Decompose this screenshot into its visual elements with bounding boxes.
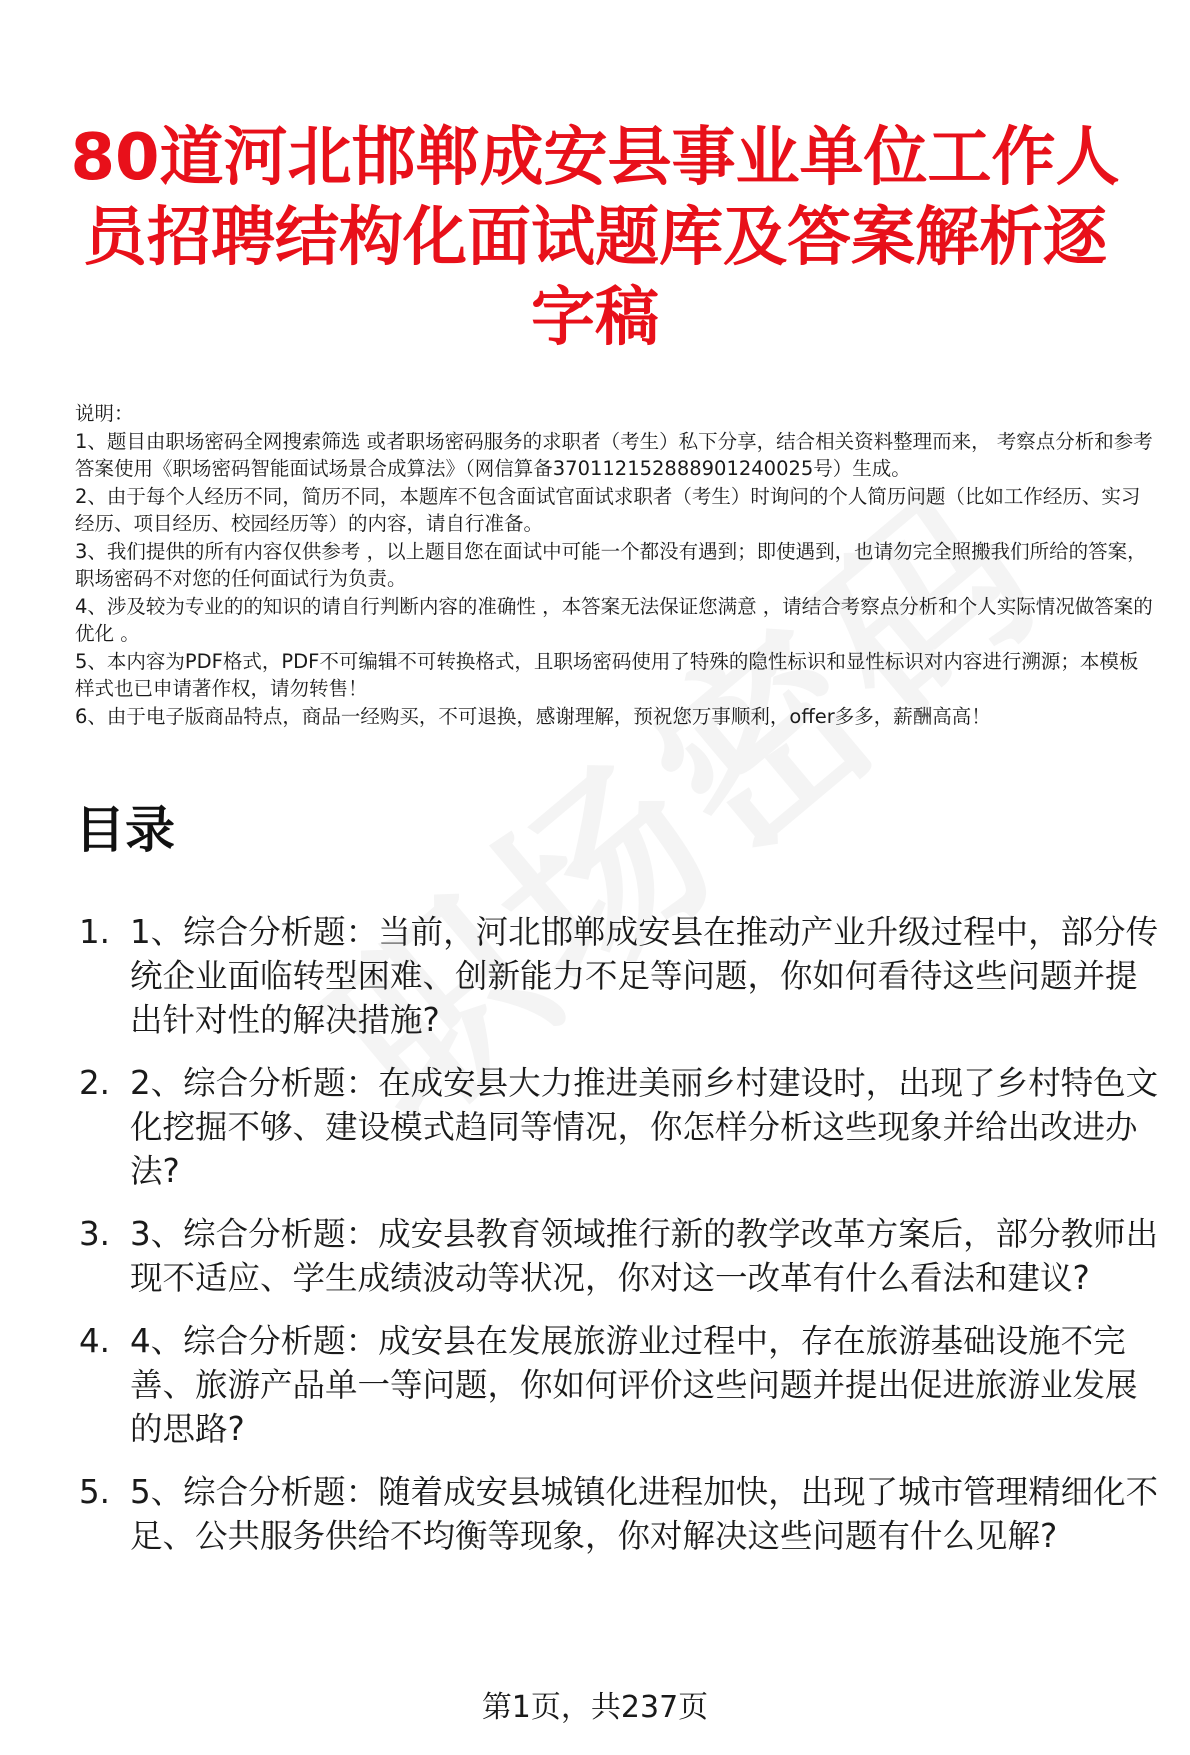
notes-item: 4、涉及较为专业的的知识的请自行判断内容的准确性 ，本答案无法保证您满意 ，请结合考察点分析和个人实际情况做答案的优化 。 [75, 594, 1153, 645]
toc-item[interactable] [75, 910, 1165, 1042]
notes-item: 1、题目由职场密码全网搜索筛选 或者职场密码服务的求职者（考生）私下分享，结合相关资料整理而来， 考察点分析和参考答案使用《职场密码智能面试场景合成算法》（网信算备370112152888901240025号）生成。 [75, 429, 1153, 480]
toc-item[interactable] [75, 1061, 1165, 1193]
notes-item: 2、由于每个人经历不同，简历不同，本题库不包含面试官面试求职者（考生）时询问的个人简历问题（比如工作经历、实习经历、项目经历、校园经历等）的内容，请自行准备。 [75, 484, 1141, 535]
toc-item-number: 1. [79, 913, 111, 951]
page-footer: 第1页，共237页 [481, 1690, 709, 1725]
toc-item-number: 5. [79, 1473, 111, 1511]
notes-section [75, 400, 1155, 730]
document-title: 80道河北邯郸成安县事业单位工作人员招聘结构化面试题库及答案解析逐字稿 [70, 121, 1120, 355]
toc-item[interactable] [75, 1212, 1165, 1300]
toc-item-number: 2. [79, 1064, 111, 1102]
toc-item-text[interactable]: 3、综合分析题：成安县教育领域推行新的教学改革方案后，部分教师出现不适应、学生成绩波动等状况，你对这一改革有什么看法和建议? [130, 1215, 1159, 1297]
notes-heading: 说明： [75, 402, 134, 425]
notes-item: 5、本内容为PDF格式，PDF不可编辑不可转换格式，且职场密码使用了特殊的隐性标识和显性标识对内容进行溯源；本模板样式也已申请著作权，请勿转售！ [75, 649, 1139, 700]
notes-item: 3、我们提供的所有内容仅供参考 ，以上题目您在面试中可能一个都没有遇到；即使遇到，也请勿完全照搬我们所给的答案，职场密码不对您的任何面试行为负责。 [75, 539, 1147, 590]
toc-item-number: 4. [79, 1322, 111, 1360]
toc-item-number: 3. [79, 1215, 111, 1253]
toc-heading: 目录 [75, 801, 175, 859]
toc-item[interactable] [75, 1470, 1165, 1558]
toc-item-text[interactable]: 5、综合分析题：随着成安县城镇化进程加快，出现了城市管理精细化不足、公共服务供给不均衡等现象，你对解决这些问题有什么见解? [130, 1473, 1159, 1555]
toc-list [75, 910, 1165, 1577]
toc-item-text[interactable]: 2、综合分析题：在成安县大力推进美丽乡村建设时，出现了乡村特色文化挖掘不够、建设模式趋同等情况，你怎样分析这些现象并给出改进办法? [130, 1064, 1159, 1190]
notes-item: 6、由于电子版商品特点，商品一经购买，不可退换，感谢理解，预祝您万事顺利，offer多多，薪酬高高！ [75, 704, 991, 728]
toc-item-text[interactable]: 4、综合分析题：成安县在发展旅游业过程中，存在旅游基础设施不完善、旅游产品单一等问题，你如何评价这些问题并提出促进旅游业发展的思路? [130, 1322, 1138, 1448]
toc-item-text[interactable]: 1、综合分析题：当前，河北邯郸成安县在推动产业升级过程中，部分传统企业面临转型困难、创新能力不足等问题，你如何看待这些问题并提出针对性的解决措施? [130, 913, 1159, 1039]
toc-item[interactable] [75, 1319, 1165, 1451]
